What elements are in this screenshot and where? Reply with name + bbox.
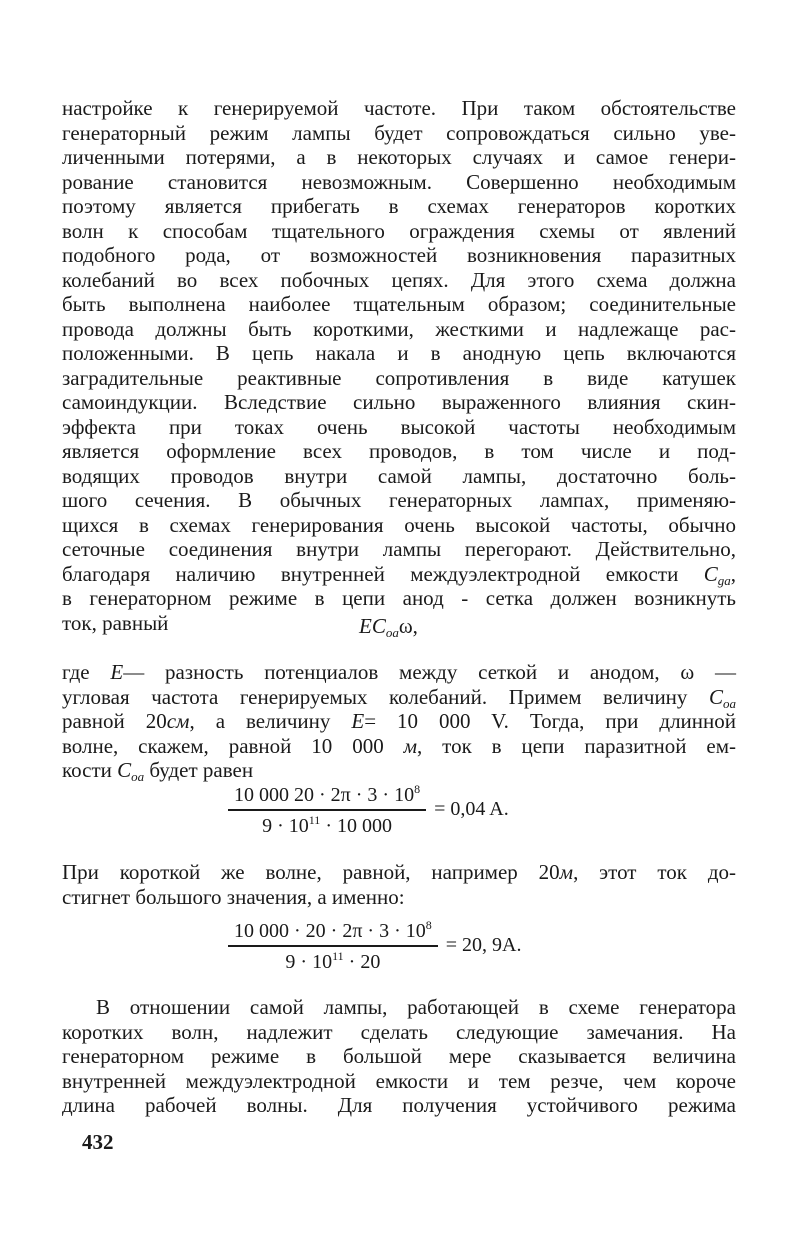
text-line: генераторный режим лампы будет сопровождаться сильно уве- (62, 120, 736, 145)
text-line: водящих проводов внутри самой лампы, достаточно боль- (62, 463, 736, 488)
text-line: заградительные реактивные сопротивления в виде катушек (62, 365, 736, 390)
eq2-numerator: 10 000 · 20 · 2π · 3 · 10 (234, 920, 426, 942)
formula-E: E (359, 614, 372, 638)
eq1-numerator: 10 000 20 · 2π · 3 · 10 (234, 784, 415, 806)
text-line: стигнет большого значения, а именно: (62, 885, 405, 909)
text-line: благодаря наличию внутренней междуэлектродной емкости $C_{ga}$, (62, 561, 737, 588)
text-line: самоиндукции. Вследствие сильно выраженного влияния скин- (62, 390, 736, 414)
text-line: эффекта при токах очень высокой частоты необходимым (62, 414, 736, 439)
text-line: быть выполнена наиболее тщательным образом; соединительные (62, 292, 736, 316)
formula-sub: oa (385, 625, 399, 640)
text-line: волн к способам тщательного ограждения схемы от явлений (62, 218, 736, 243)
text-line: волне, скажем, равной 10 000 м, ток в цепи паразитной ем- (62, 734, 736, 758)
text-line: шого сечения. В обычных генераторных лампах, применяю- (62, 488, 736, 512)
text-line: где E— разность потенциалов между сеткой и анодом, ω — (62, 660, 737, 684)
text-line: рование становится невозможным. Совершенно необходимым (62, 169, 736, 194)
text-line: является оформление всех проводов, в том числе и под- (62, 439, 736, 463)
equation-2: $\frac{10 000 \cdot 20 \cdot 2\pi \cdot 3 \cdot 10^8}{9 \cdot 10^{11} \cdot 20}$ = 20, 9A. (228, 918, 521, 974)
eq2-result: = 20, 9A. (445, 934, 522, 957)
text-line: равной 20см, а величину E= 10 000 V. Тогда, при длинной (62, 709, 737, 733)
text-line: коротких волн, надлежит сделать следующие замечания. На (62, 1019, 736, 1044)
text-line: длина рабочей волны. Для получения устойчивого режима (62, 1093, 736, 1117)
text-line: сеточные соединения внутри лампы перегорают. Действительно, (62, 537, 736, 561)
formula-C: C (371, 614, 386, 638)
formula-current (359, 614, 418, 645)
eq2-denominator: 9 · 10 (285, 950, 333, 973)
page-number: 432 (82, 1130, 114, 1154)
formula-omega: ω, (398, 614, 418, 638)
text-line: В отношении самой лампы, работающей в схеме генератора (96, 995, 736, 1019)
text-line: колебаний во всех побочных цепях. Для этого схема должна (62, 267, 736, 292)
text-line: кости $C_{oa}$ будет равен (62, 758, 254, 784)
eq1-denominator: 9 · 10 (262, 814, 309, 837)
text-line: ток, равный (62, 610, 169, 635)
text-line: угловая частота генерируемых колебаний. Примем величину $C_{oa}$ (62, 685, 736, 711)
text-line: настройке к генерируемой частоте. При таком обстоятельстве (62, 96, 736, 120)
text-line: подобного рода, от возможностей возникновения паразитных (62, 243, 736, 267)
equation-1: $\frac{10 000 20 \cdot 2\pi \cdot 3 \cdot 10^8}{9 \cdot 10^{11} \cdot 10 000}$ = 0,04 A. (228, 782, 509, 838)
text-line: щихся в схемах генерирования очень высокой частоты, обычно (62, 512, 736, 537)
eq1-result: = 0,04 A. (434, 798, 509, 821)
text-line: личенными потерями, а в некоторых случаях и самое генери- (62, 145, 736, 169)
text-line: внутренней междуэлектродной емкости и тем резче, чем короче (62, 1068, 736, 1093)
text-line: в генераторном режиме в цепи анод - сетка должен возникнуть (62, 586, 736, 610)
text-line: положенными. В цепь накала и в анодную цепь включаются (62, 341, 736, 365)
text-line: поэтому является прибегать в схемах генераторов коротких (62, 194, 736, 218)
text-line: провода должны быть короткими, жесткими и надлежаще рас- (62, 316, 736, 341)
text-line: При короткой же волне, равной, например 20м, этот ток до- (62, 860, 736, 884)
text-line: генераторном режиме в большой мере сказывается величина (62, 1044, 736, 1068)
